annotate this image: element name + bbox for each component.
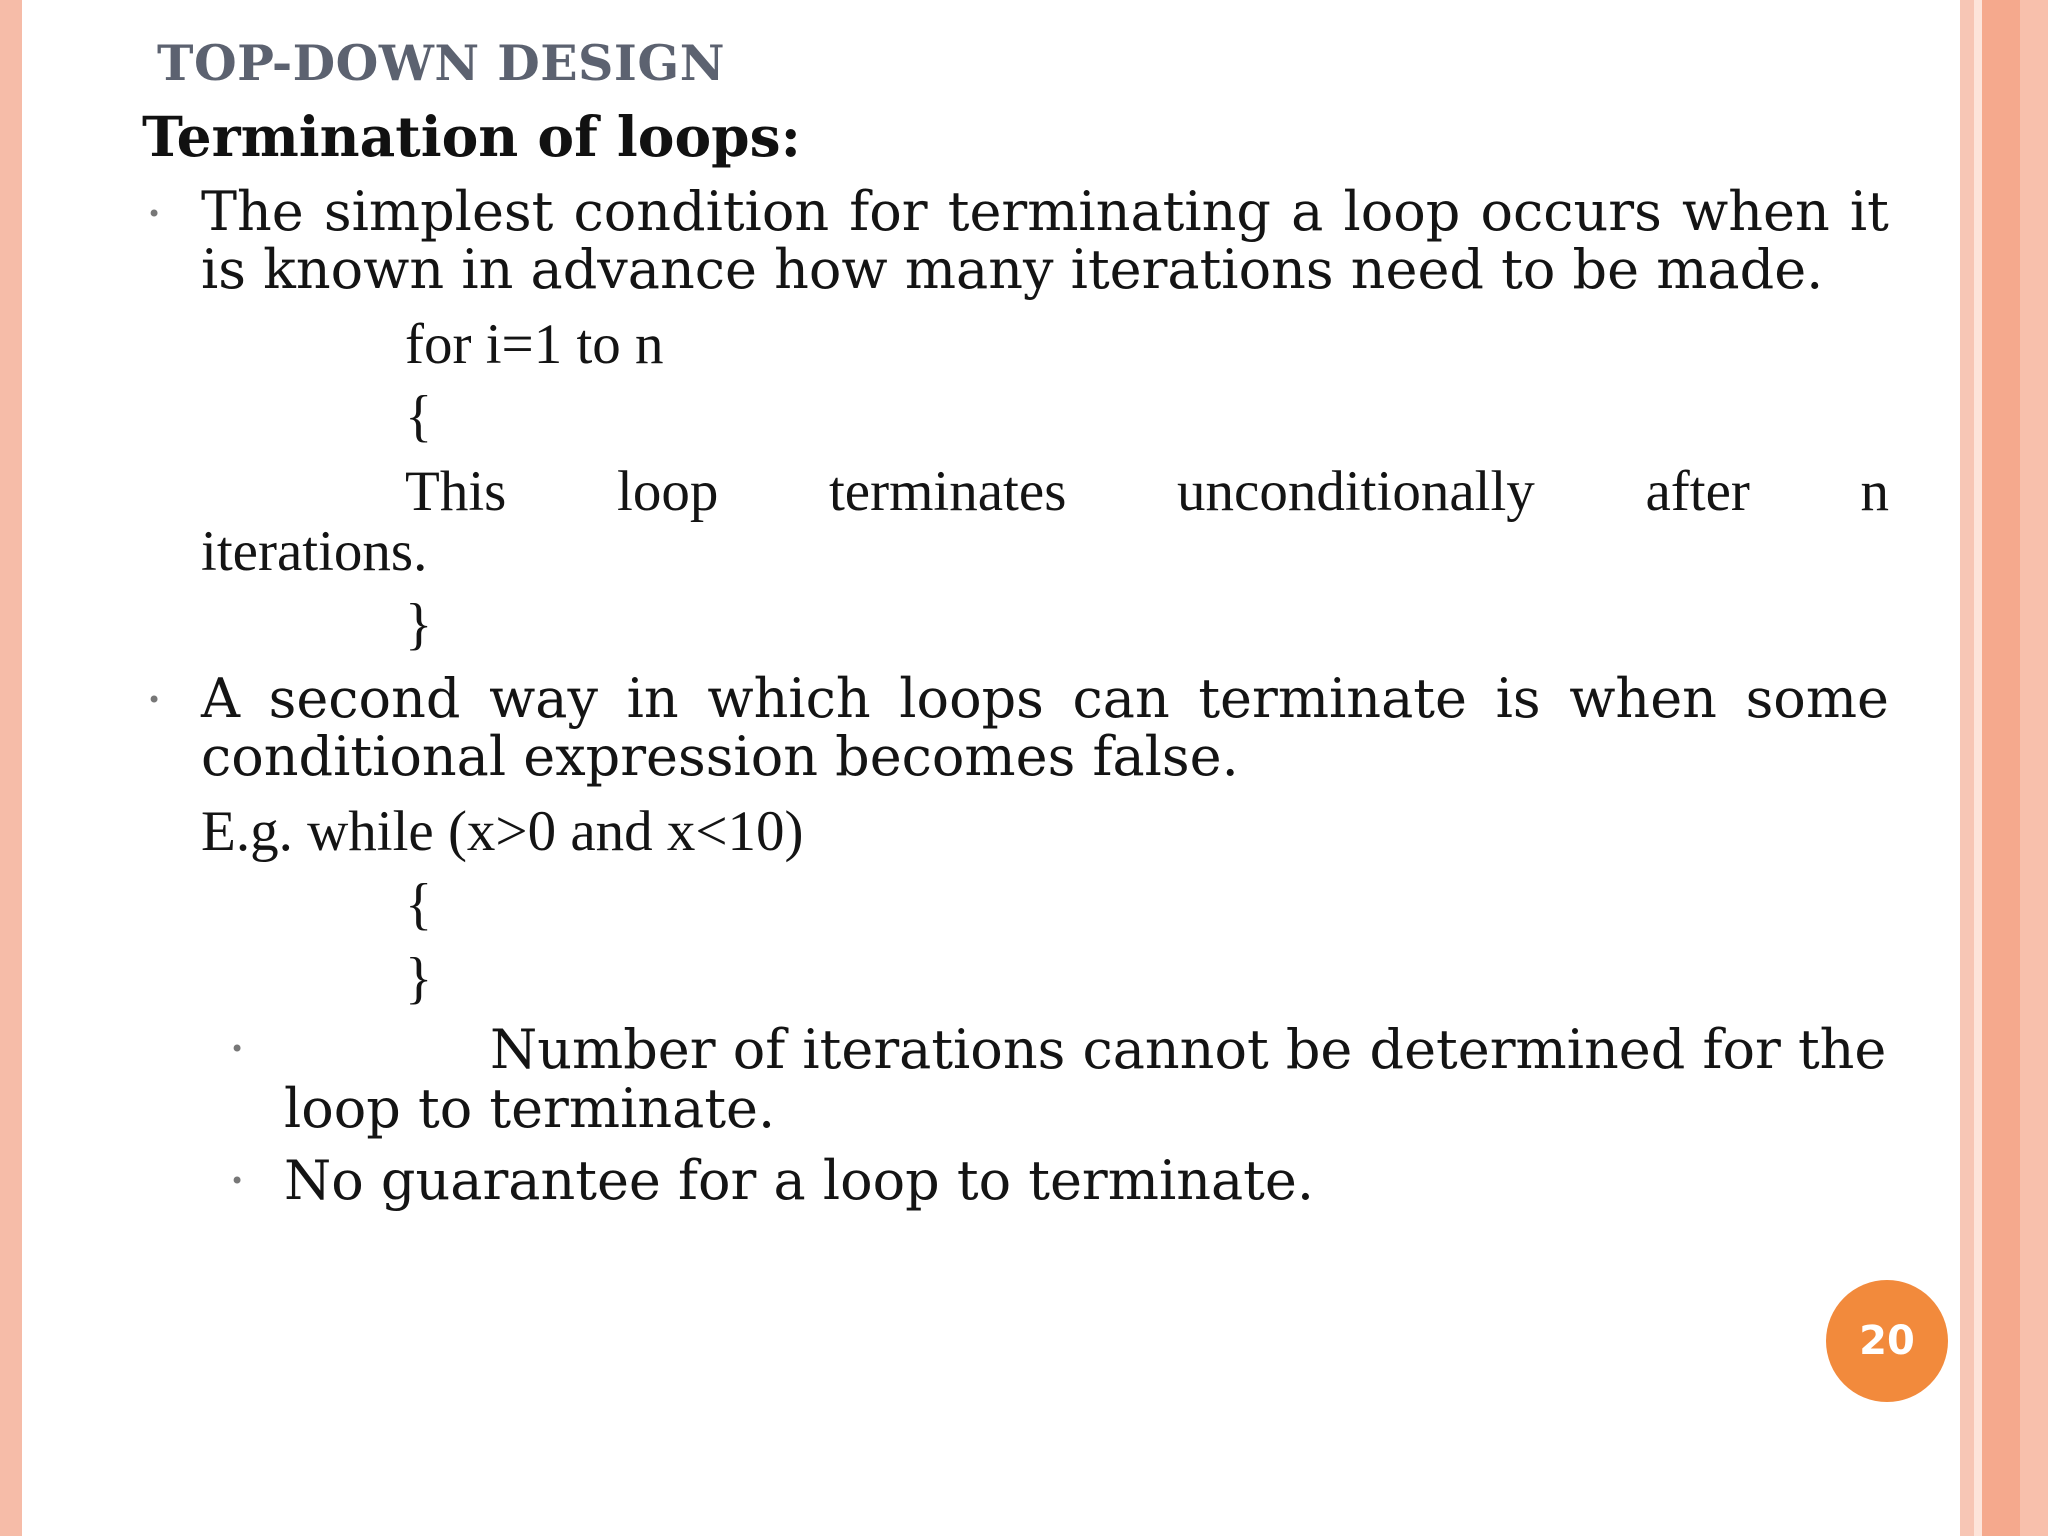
bullet2-line2: conditional expression becomes false. bbox=[201, 725, 1239, 788]
page-number-badge bbox=[1826, 1280, 1948, 1402]
subbullet-dot: • bbox=[230, 1167, 245, 1195]
code-body-continuation: iterations. bbox=[201, 520, 428, 583]
example-open-brace: { bbox=[405, 873, 433, 936]
bullet1-line2: is known in advance how many iterations need to be made. bbox=[201, 238, 1824, 301]
example-close-brace: } bbox=[405, 947, 433, 1010]
subbullet1-line2: loop to terminate. bbox=[284, 1077, 776, 1140]
bullet2-line1: A second way in which loops can terminate is when some bbox=[201, 667, 1889, 730]
bullet1-line1: The simplest condition for terminating a loop occurs when it bbox=[201, 180, 1889, 243]
subbullet2-text: No guarantee for a loop to terminate. bbox=[284, 1149, 1315, 1212]
right-border-stripe-edge bbox=[2020, 0, 2048, 1536]
page-number: 20 bbox=[1859, 1318, 1915, 1364]
code-body-line: This loop terminates unconditionally after n bbox=[405, 460, 1889, 523]
code-for-line: for i=1 to n bbox=[405, 313, 664, 376]
subbullet1-line1: Number of iterations cannot be determined for the bbox=[490, 1018, 1887, 1081]
left-border-stripe bbox=[0, 0, 22, 1536]
right-border-stripe-inner bbox=[1960, 0, 1974, 1536]
bullet-dot: • bbox=[147, 686, 162, 714]
slide-header: TOP-DOWN DESIGN bbox=[157, 34, 725, 92]
code-open-brace: { bbox=[405, 385, 433, 448]
section-title: Termination of loops: bbox=[142, 104, 801, 169]
example-while-line: E.g. while (x>0 and x<10) bbox=[201, 800, 804, 863]
subbullet-dot: • bbox=[230, 1035, 245, 1063]
bullet-dot: • bbox=[147, 200, 162, 228]
code-close-brace: } bbox=[405, 593, 433, 656]
right-border-stripe-gap bbox=[1974, 0, 1982, 1536]
